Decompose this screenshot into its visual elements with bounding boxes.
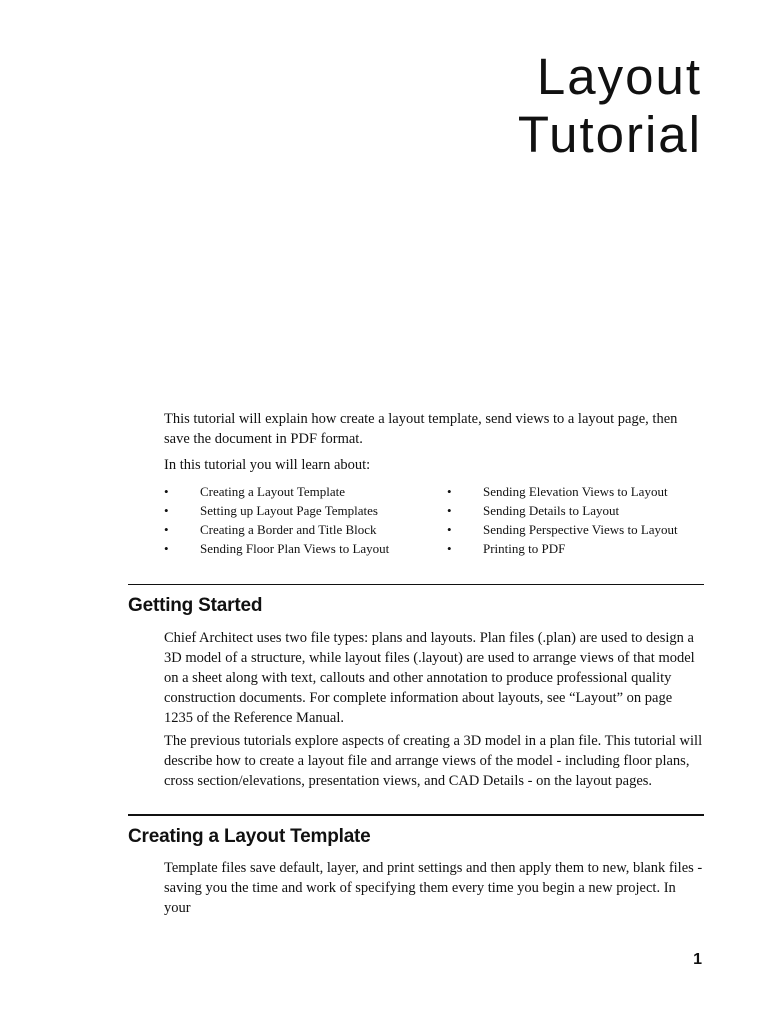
section-heading-creating-layout-template: Creating a Layout Template (128, 826, 371, 847)
getting-started-paragraph-2: The previous tutorials explore aspects of creating a 3D model in a plan file. This tutorial will describe how to create a layout file and arrange views of the model - including floor plans, cross section/elevations, presentation views, and CAD Details - on the layout pages. (164, 733, 703, 789)
list-item-label: Sending Perspective Views to Layout (483, 522, 678, 537)
list-item (164, 482, 389, 501)
section-divider (128, 814, 704, 816)
list-item (447, 539, 678, 558)
bullet-icon: • (164, 503, 169, 518)
creating-template-paragraph-1: Template files save default, layer, and print settings and then apply them to new, blank files - saving you the time and work of specifying them every time you begin a new project. In your (164, 860, 703, 916)
bullet-icon: • (447, 503, 452, 518)
list-item-label: Printing to PDF (483, 541, 566, 556)
list-item-label: Setting up Layout Page Templates (200, 503, 378, 518)
bullet-icon: • (164, 541, 169, 556)
list-item-label: Sending Elevation Views to Layout (483, 484, 668, 499)
intro-paragraph: This tutorial will explain how create a layout template, send views to a layout page, then save the document in PDF format. (164, 411, 678, 447)
bullet-list-left (164, 482, 389, 558)
page-title-line-1: Layout (536, 48, 702, 105)
bullet-icon: • (447, 484, 452, 499)
bullet-icon: • (447, 541, 452, 556)
list-item (164, 539, 389, 558)
learn-about-paragraph: In this tutorial you will learn about: (164, 457, 371, 473)
list-item (447, 520, 678, 539)
section-divider (128, 584, 704, 585)
list-item-label: Sending Details to Layout (483, 503, 620, 518)
bullet-list-right (447, 482, 678, 558)
list-item (447, 501, 678, 520)
page-title-line-2: Tutorial (517, 106, 702, 163)
list-item (164, 501, 389, 520)
bullet-icon: • (164, 484, 169, 499)
page-number: 1 (693, 951, 702, 968)
getting-started-paragraph-1: Chief Architect uses two file types: plans and layouts. Plan files (.plan) are used to design a 3D model of a structure, while layout files (.layout) are used to arrange views of that model on a sheet along with text, callouts and other annotation to produce professional quality construction documents. For complete information about layouts, see “Layout” on page 1235 of the Reference Manual. (164, 630, 695, 726)
list-item-label: Sending Floor Plan Views to Layout (200, 541, 390, 556)
page-title (518, 48, 702, 164)
bullet-icon: • (164, 522, 169, 537)
list-item-label: Creating a Layout Template (200, 484, 346, 499)
section-heading-getting-started: Getting Started (128, 595, 263, 616)
list-item (447, 482, 678, 501)
list-item (164, 520, 389, 539)
list-item-label: Creating a Border and Title Block (200, 522, 377, 537)
bullet-icon: • (447, 522, 452, 537)
